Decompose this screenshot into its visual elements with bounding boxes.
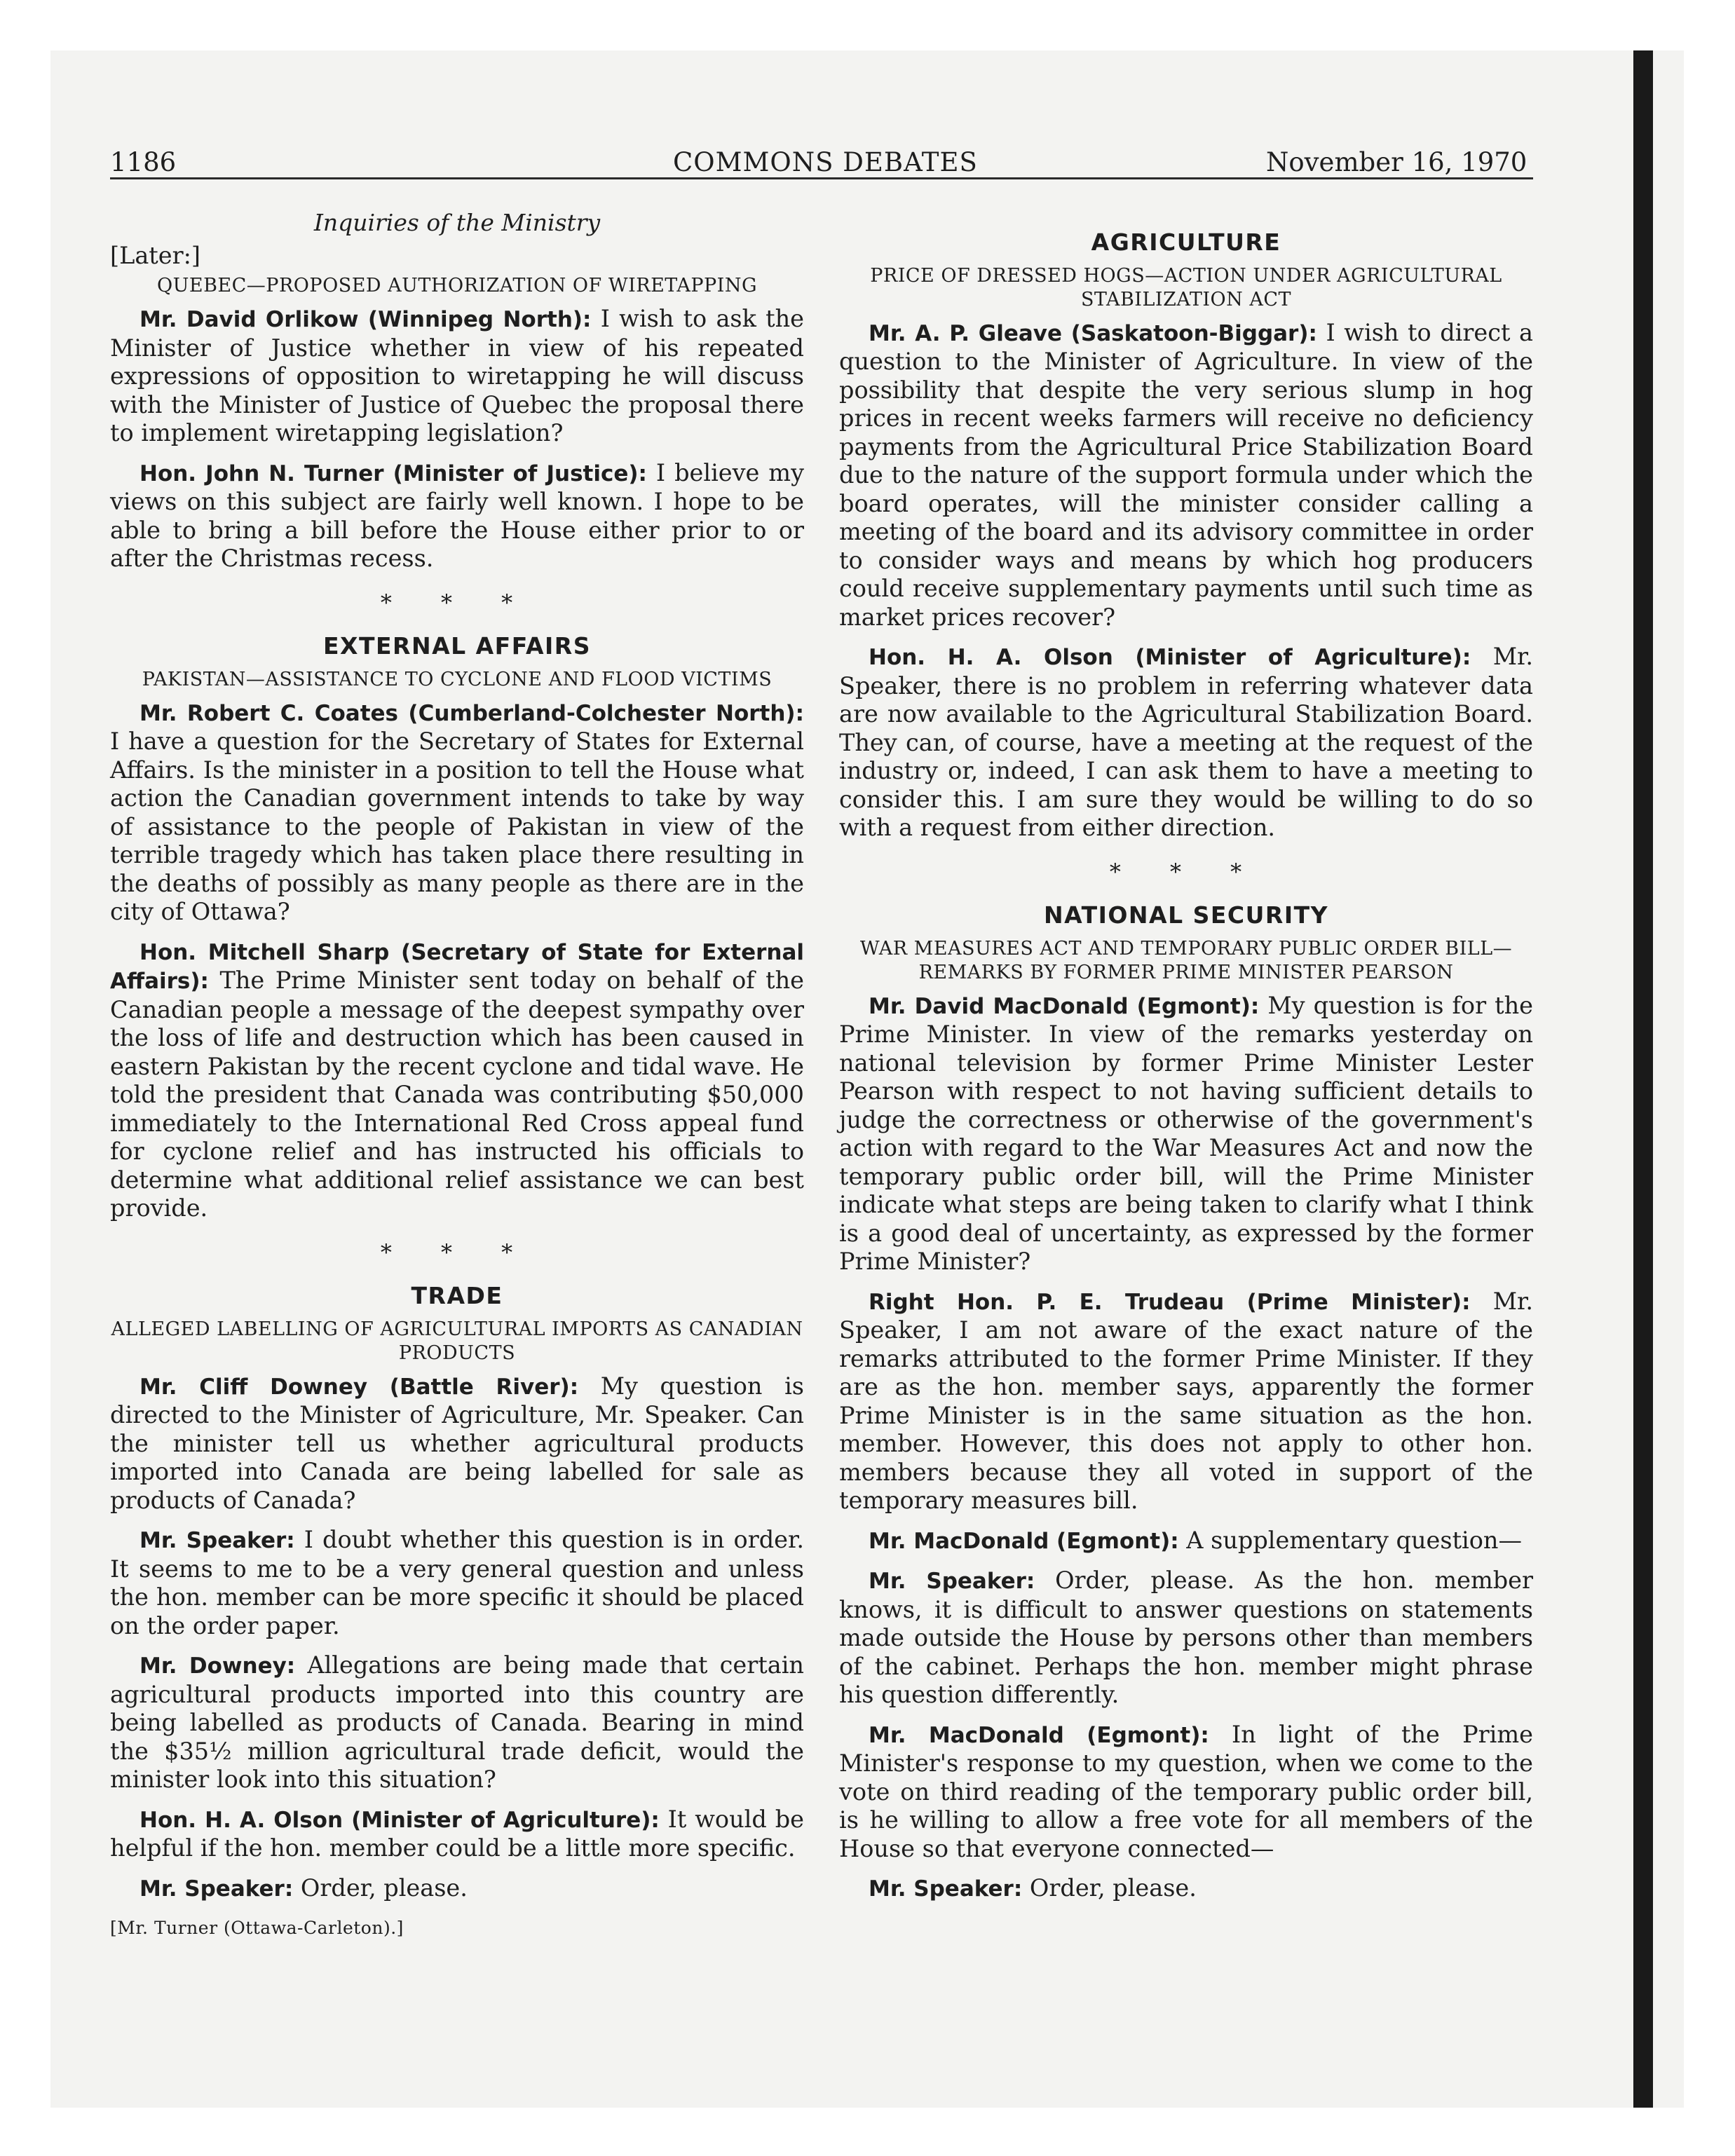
paragraph: [839, 992, 1533, 1276]
later-marker: [Later:]: [110, 241, 200, 269]
speaker-name: Hon. H. A. Olson (Minister of Agriculture):: [869, 645, 1471, 670]
speaker-name: Hon. Mitchell Sharp (Secretary of State for External Affairs):: [110, 939, 804, 994]
speaker-name: Mr. Speaker:: [140, 1876, 294, 1902]
national-security-heading: NATIONAL SECURITY: [1043, 901, 1329, 929]
paragraph: [839, 643, 1533, 842]
speech-text: In light of the Prime Minister's response to my question, when we come to the vote on third reading of the temporary public order bill, is he willing to allow a free vote for all members of the House so that everyone connected—: [839, 1720, 1533, 1862]
section-separator: * * *: [380, 589, 534, 616]
speech-text: Order, please. As the hon. member knows, it is difficult to answer questions on statements made outside the House by persons other than members of the cabinet. Perhaps the hon. member might phrase his question differently.: [839, 1567, 1533, 1708]
trade-heading: TRADE: [411, 1282, 503, 1309]
pakistan-subheading: PAKISTAN—ASSISTANCE TO CYCLONE AND FLOOD VICTIMS: [142, 668, 773, 690]
paragraph: [110, 305, 804, 448]
speech-text: I doubt whether this question is in order. It seems to me to be a very general question and unless the hon. member can be more specific it should be placed on the order paper.: [110, 1526, 804, 1639]
header-rule: [110, 177, 1533, 179]
page-number: 1186: [110, 147, 177, 177]
paragraph: [839, 1874, 1533, 1904]
paragraph: [110, 1874, 804, 1904]
speech-text: Mr. Speaker, there is no problem in referring whatever data are now available to the Agricultural Stabilization Board. They can, of course, have a meeting at the request of the industry or, indeed, I can ask them to have a meeting to consider this. I am sure they would be willing to do so with a request from either direction.: [839, 643, 1533, 841]
speech-text: I wish to direct a question to the Minister of Agriculture. In view of the possibility that despite the very serious slump in hog prices in recent weeks farmers will receive no deficiency payments from the Agricultural Price Stabilization Board due to the nature of the support formula under which the board operates, will the minister consider calling a meeting of the board and its advisory committee in order to consider ways and means by which hog producers could receive supplementary payments until such time as market prices recover?: [839, 318, 1533, 631]
speaker-name: Mr. David Orlikow (Winnipeg North):: [140, 307, 592, 332]
paragraph: [839, 1567, 1533, 1710]
speaker-name: Mr. MacDonald (Egmont):: [869, 1722, 1209, 1748]
paragraph: [110, 1372, 804, 1515]
paragraph: [110, 1651, 804, 1794]
speaker-name: Hon. John N. Turner (Minister of Justice):: [140, 460, 647, 486]
section-separator: * * *: [380, 1239, 534, 1266]
speech-text: My question is directed to the Minister of Agriculture, Mr. Speaker. Can the minister tell us whether agricultural products imported into Canada are being labelled for sale as products of Canada?: [110, 1372, 804, 1514]
speaker-name: Mr. David MacDonald (Egmont):: [869, 993, 1260, 1019]
left-column: [110, 205, 804, 1943]
agriculture-heading: AGRICULTURE: [1091, 228, 1281, 256]
hogs-subheading: PRICE OF DRESSED HOGS—ACTION UNDER AGRICULTURAL STABILIZATION ACT: [870, 264, 1502, 311]
speaker-footnote: [Mr. Turner (Ottawa-Carleton).]: [110, 1918, 404, 1938]
wiretap-subheading: QUEBEC—PROPOSED AUTHORIZATION OF WIRETAPPING: [156, 275, 758, 296]
external-affairs-heading: EXTERNAL AFFAIRS: [323, 632, 591, 660]
labelling-subheading: ALLEGED LABELLING OF AGRICULTURAL IMPORTS AS CANADIAN PRODUCTS: [111, 1318, 803, 1364]
speaker-name: Mr. Downey:: [140, 1653, 296, 1679]
speech-text: Mr. Speaker, I am not aware of the exact nature of the remarks attributed to the former Prime Minister. If they are as the hon. member says, apparently the former Prime Minister is in the same situation as the hon. member. However, this does not apply to other hon. members because they all voted in support of the temporary measures bill.: [839, 1287, 1533, 1514]
speaker-name: Mr. Speaker:: [869, 1876, 1023, 1902]
speaker-name: Mr. Speaker:: [140, 1528, 295, 1553]
speech-text: I believe my views on this subject are fairly well known. I hope to be able to bring a bill before the House either prior to or after the Christmas recess.: [110, 458, 804, 572]
paragraph: [839, 319, 1533, 632]
war-measures-subheading: WAR MEASURES ACT AND TEMPORARY PUBLIC ORDER BILL—REMARKS BY FORMER PRIME MINISTER PEARSON: [859, 937, 1513, 983]
paragraph: [110, 938, 804, 1223]
paragraph: [839, 1288, 1533, 1515]
speaker-name: Mr. A. P. Gleave (Saskatoon-Biggar):: [869, 320, 1317, 346]
speech-text: I have a question for the Secretary of States for External Affairs. Is the minister in a position to tell the House what action the Canadian government intends to take by way of assistance to the people of Pakistan in view of the terrible tragedy which has taken place there resulting in the deaths of possibly as many people as there are in the city of Ottawa?: [110, 728, 804, 925]
speech-text: Order, please.: [1022, 1874, 1197, 1902]
paragraph: [839, 1527, 1533, 1556]
paragraph: [110, 1526, 804, 1640]
publication-title: COMMONS DEBATES: [673, 147, 978, 177]
speech-text: I wish to ask the Minister of Justice whether in view of his repeated expressions of opposition to wiretapping he will discuss with the Minister of Justice of Quebec the proposal there to implement wiretapping legislation?: [110, 305, 805, 446]
paragraph: [110, 1806, 804, 1863]
section-separator: * * *: [1109, 858, 1263, 885]
speaker-name: Right Hon. P. E. Trudeau (Prime Minister):: [869, 1289, 1471, 1315]
speech-text: It would be helpful if the hon. member could be a little more specific.: [110, 1805, 804, 1862]
speech-text: Order, please.: [293, 1874, 468, 1902]
speaker-name: Mr. Robert C. Coates (Cumberland-Colchester North):: [140, 700, 804, 726]
speaker-name: Mr. MacDonald (Egmont):: [869, 1528, 1179, 1554]
speech-text: My question is for the Prime Minister. In view of the remarks yesterday on national television by former Prime Minister Lester Pearson with respect to not having sufficient details to judge the correctness or otherwise of the government's action with regard to the War Measures Act and now the temporary public order bill, will the Prime Minister indicate what steps are being taken to clarify what I think is a good deal of uncertainty, as expressed by the former Prime Minister?: [839, 991, 1533, 1275]
paragraph: [839, 1721, 1533, 1864]
speaker-name: Hon. H. A. Olson (Minister of Agriculture):: [140, 1807, 660, 1833]
speech-text: A supplementary question—: [1178, 1526, 1522, 1554]
speaker-name: Mr. Speaker:: [869, 1569, 1035, 1594]
speaker-name: Mr. Cliff Downey (Battle River):: [140, 1374, 579, 1400]
speech-text: The Prime Minister sent today on behalf of the Canadian people a message of the deepest sympathy over the loss of life and destruction which has been caused in eastern Pakistan by the recent cyclone and tidal wave. He told the president that Canada was contributing $50,000 immediately to the International Red Cross appeal fund for cyclone relief and has instructed his officials to determine what additional relief assistance we can best provide.: [110, 967, 804, 1222]
publication-date: November 16, 1970: [1266, 147, 1528, 177]
inquiries-title: Inquiries of the Ministry: [313, 209, 601, 236]
right-column: [839, 205, 1533, 1915]
paragraph: [110, 699, 804, 927]
speech-text: Allegations are being made that certain agricultural products imported into this country are being labelled as products of Canada. Bearing in mind the $35½ million agricultural trade deficit, would the minister look into this situation?: [110, 1651, 804, 1793]
paragraph: [110, 459, 804, 573]
